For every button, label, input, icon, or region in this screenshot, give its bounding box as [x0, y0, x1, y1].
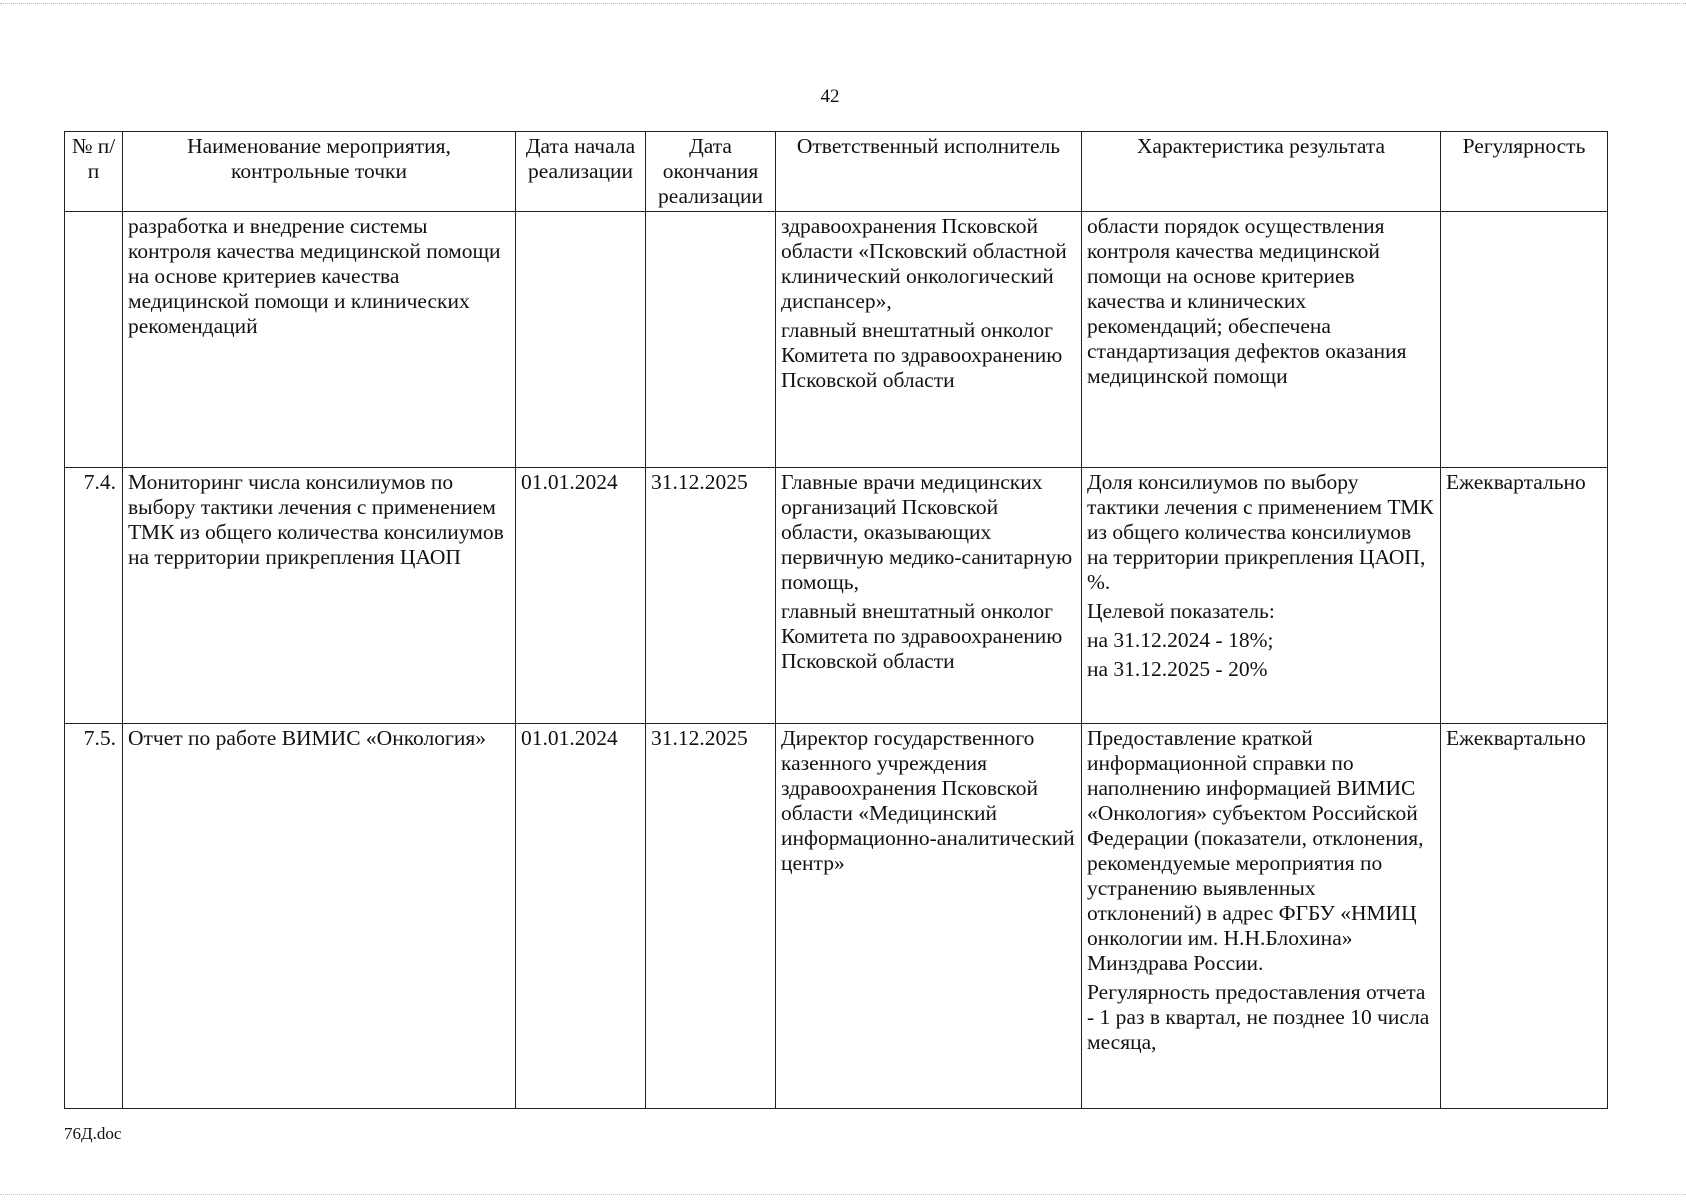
row-regularity: Ежеквартально	[1441, 724, 1608, 1109]
header-end-date: Дата окончания реализации	[646, 132, 776, 212]
result-part: Целевой показатель:	[1087, 599, 1275, 623]
header-regularity: Регулярность	[1441, 132, 1608, 212]
row-end-date: 31.12.2025	[646, 724, 776, 1109]
row-num: 7.4.	[65, 468, 123, 724]
row-num	[65, 212, 123, 468]
row-name: разработка и внедрение системы контроля качества медицинской помощи на основе критериев качества медицинской помощи и клинических рекомендаций	[123, 212, 516, 468]
row-name: Отчет по работе ВИМИС «Онкология»	[123, 724, 516, 1109]
table-row	[65, 212, 1608, 468]
row-start-date: 01.01.2024	[516, 468, 646, 724]
result-part: на 31.12.2025 - 20%	[1087, 657, 1268, 681]
row-result	[1082, 212, 1441, 468]
header-executor: Ответственный исполнитель	[776, 132, 1082, 212]
row-result	[1082, 724, 1441, 1109]
row-result	[1082, 468, 1441, 724]
table-row	[65, 724, 1608, 1109]
row-end-date	[646, 212, 776, 468]
result-part: на 31.12.2024 - 18%;	[1087, 628, 1274, 652]
executor-part: главный внештатный онколог Комитета по здравоохранению Псковской области	[781, 599, 1063, 673]
scan-edge-bottom	[0, 1194, 1686, 1195]
row-executor	[776, 724, 1082, 1109]
row-start-date: 01.01.2024	[516, 724, 646, 1109]
result-part: Доля консилиумов по выбору тактики лечения с применением ТМК из общего количества консилиумов на территории прикрепления ЦАОП, %.	[1087, 470, 1434, 594]
executor-part: Директор государственного казенного учреждения здравоохранения Псковской области «Медицинский информационно-аналитический центр»	[781, 726, 1075, 875]
header-name: Наименование мероприятия, контрольные точки	[123, 132, 516, 212]
header-num: № п/п	[65, 132, 123, 212]
row-start-date	[516, 212, 646, 468]
table-header-row	[65, 132, 1608, 212]
result-part: Регулярность предоставления отчета - 1 раз в квартал, не позднее 10 числа месяца,	[1087, 980, 1430, 1054]
header-start-date: Дата начала реализации	[516, 132, 646, 212]
row-end-date: 31.12.2025	[646, 468, 776, 724]
executor-part: здравоохранения Псковской области «Псковский областной клинический онкологический диспансер»,	[781, 214, 1067, 313]
executor-part: Главные врачи медицинских организаций Псковской области, оказывающих первичную медико-санитарную помощь,	[781, 470, 1073, 594]
footer-filename: 76Д.doc	[64, 1124, 122, 1143]
row-num: 7.5.	[65, 724, 123, 1109]
activities-table	[64, 131, 1608, 1109]
row-regularity: Ежеквартально	[1441, 468, 1608, 724]
row-regularity	[1441, 212, 1608, 468]
row-name: Мониторинг числа консилиумов по выбору тактики лечения с применением ТМК из общего количества консилиумов на территории прикрепления ЦАОП	[123, 468, 516, 724]
result-part: Предоставление краткой информационной справки по наполнению информацией ВИМИС «Онкология» субъектом Российской Федерации (показатели, отклонения, рекомендуемые мероприятия по устранению выявленных отклонений) в адрес ФГБУ «НМИЦ онкологии им. Н.Н.Блохина» Минздрава России.	[1087, 726, 1424, 975]
row-executor	[776, 468, 1082, 724]
executor-part: главный внештатный онколог Комитета по здравоохранению Псковской области	[781, 318, 1063, 392]
page-number: 42	[820, 86, 840, 107]
result-part: области порядок осуществления контроля качества медицинской помощи на основе критериев качества и клинических рекомендаций; обеспечена стандартизация дефектов оказания медицинской помощи	[1087, 214, 1407, 388]
scan-edge-top	[0, 3, 1686, 4]
row-executor	[776, 212, 1082, 468]
header-result: Характеристика результата	[1082, 132, 1441, 212]
table-row	[65, 468, 1608, 724]
